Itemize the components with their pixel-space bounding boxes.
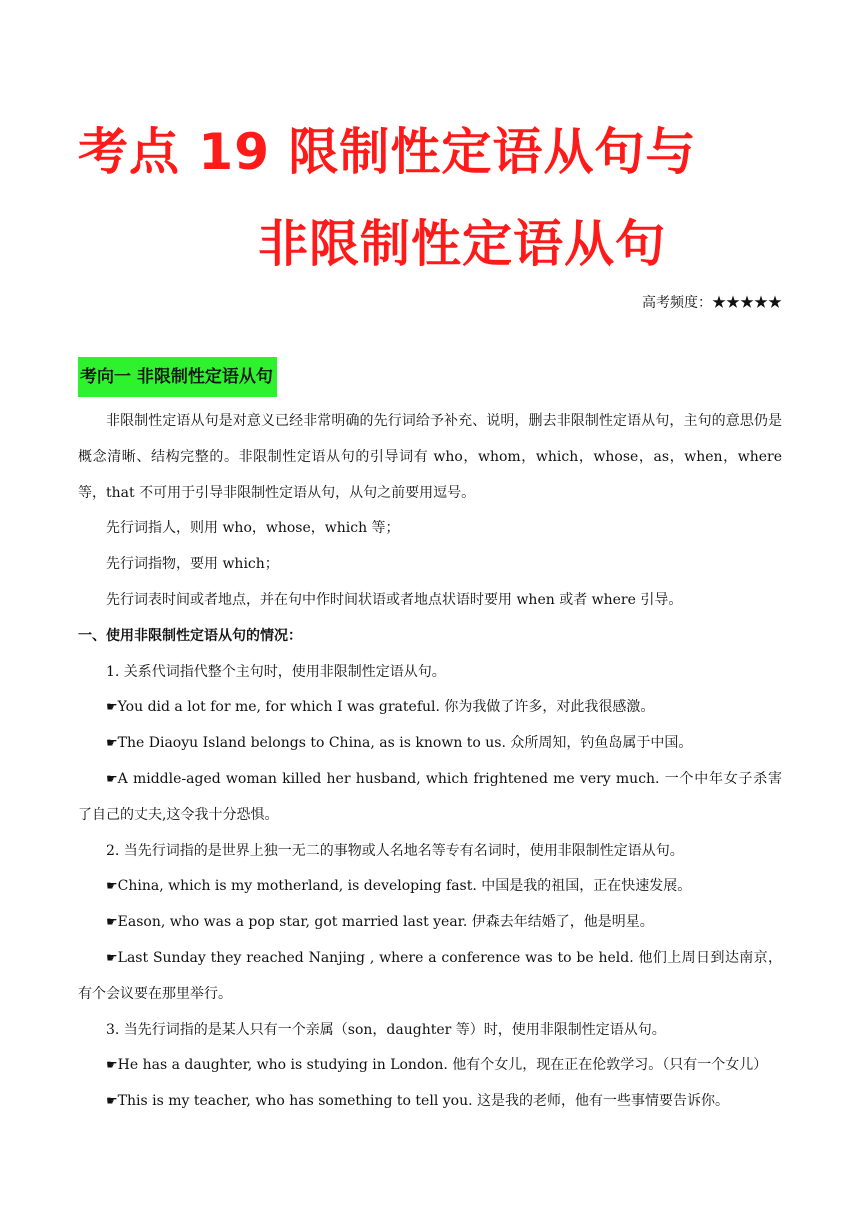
pointing-hand-icon: ☛ [106,1058,118,1074]
page-title-line-1: 考点 19 限制性定语从句与 [78,123,697,181]
pointing-hand-icon: ☛ [106,771,118,787]
usage-subheading: 一、使用非限制性定语从句的情况： [78,627,302,644]
example-text: You did a lot for me, for which I was grateful. 你为我做了许多，对此我很感激。 [117,699,655,716]
pointing-hand-icon: ☛ [106,700,118,716]
case-2-title: 2. 当先行词指的是世界上独一无二的事物或人名地名等专有名词时，使用非限制性定语从句。 [106,842,684,859]
pointing-hand-icon: ☛ [106,915,118,931]
rule-thing: 先行词指物，要用 which； [106,556,279,573]
example-sentence [78,726,782,762]
intro-paragraph: 非限制性定语从句是对意义已经非常明确的先行词给予补充、说明，删去非限制性定语从句，主句的意思仍是概念清晰、结构完整的。非限制性定语从句的引导词有 who，whom，which，whose，as，when，where 等，that 不可用于引导非限制性定语从句，从句之前要用逗号。 [78,413,782,501]
example-sentence [78,1084,782,1120]
example-sentence [78,905,782,941]
example-text: He has a daughter, who is studying in London. 他有个女儿，现在正在伦敦学习。（只有一个女儿） [117,1057,768,1074]
example-text: A middle-aged woman killed her husband, which frightened me very much. 一个中年女子杀害了自己的丈夫,这令我十分恐惧。 [78,770,782,823]
example-sentence [78,1048,782,1084]
section-heading: 考向一 非限制性定语从句 [78,357,277,397]
example-sentence [78,690,782,726]
case-1-title: 1. 关系代词指代整个主句时，使用非限制性定语从句。 [106,663,446,680]
example-sentence [78,869,782,905]
case-3-title: 3. 当先行词指的是某人只有一个亲属（son，daughter 等）时，使用非限制性定语从句。 [106,1021,666,1038]
example-text: This is my teacher, who has something to tell you. 这是我的老师，他有一些事情要告诉你。 [117,1093,729,1110]
pointing-hand-icon: ☛ [106,950,118,966]
pointing-hand-icon: ☛ [106,736,118,752]
page-title-line-2: 非限制性定语从句 [258,215,666,273]
pointing-hand-icon: ☛ [106,1094,118,1110]
pointing-hand-icon: ☛ [106,879,118,895]
example-text: Last Sunday they reached Nanjing , where a conference was to be held. 他们上周日到达南京，有个会议要在那里举行。 [78,949,782,1002]
section-body [78,404,782,1120]
rule-time-place: 先行词表时间或者地点，并在句中作时间状语或者地点状语时要用 when 或者 where 引导。 [106,591,683,608]
exam-frequency-rating: 高考频度：★★★★★ [642,295,782,311]
example-text: Eason, who was a pop star, got married last year. 伊森去年结婚了，他是明星。 [117,914,654,931]
rule-person: 先行词指人，则用 who，whose，which 等； [106,520,400,537]
example-text: The Diaoyu Island belongs to China, as is known to us. 众所周知，钓鱼岛属于中国。 [117,735,693,752]
example-sentence [78,941,782,1013]
example-text: China, which is my motherland, is developing fast. 中国是我的祖国，正在快速发展。 [117,878,692,895]
example-sentence [78,762,782,834]
